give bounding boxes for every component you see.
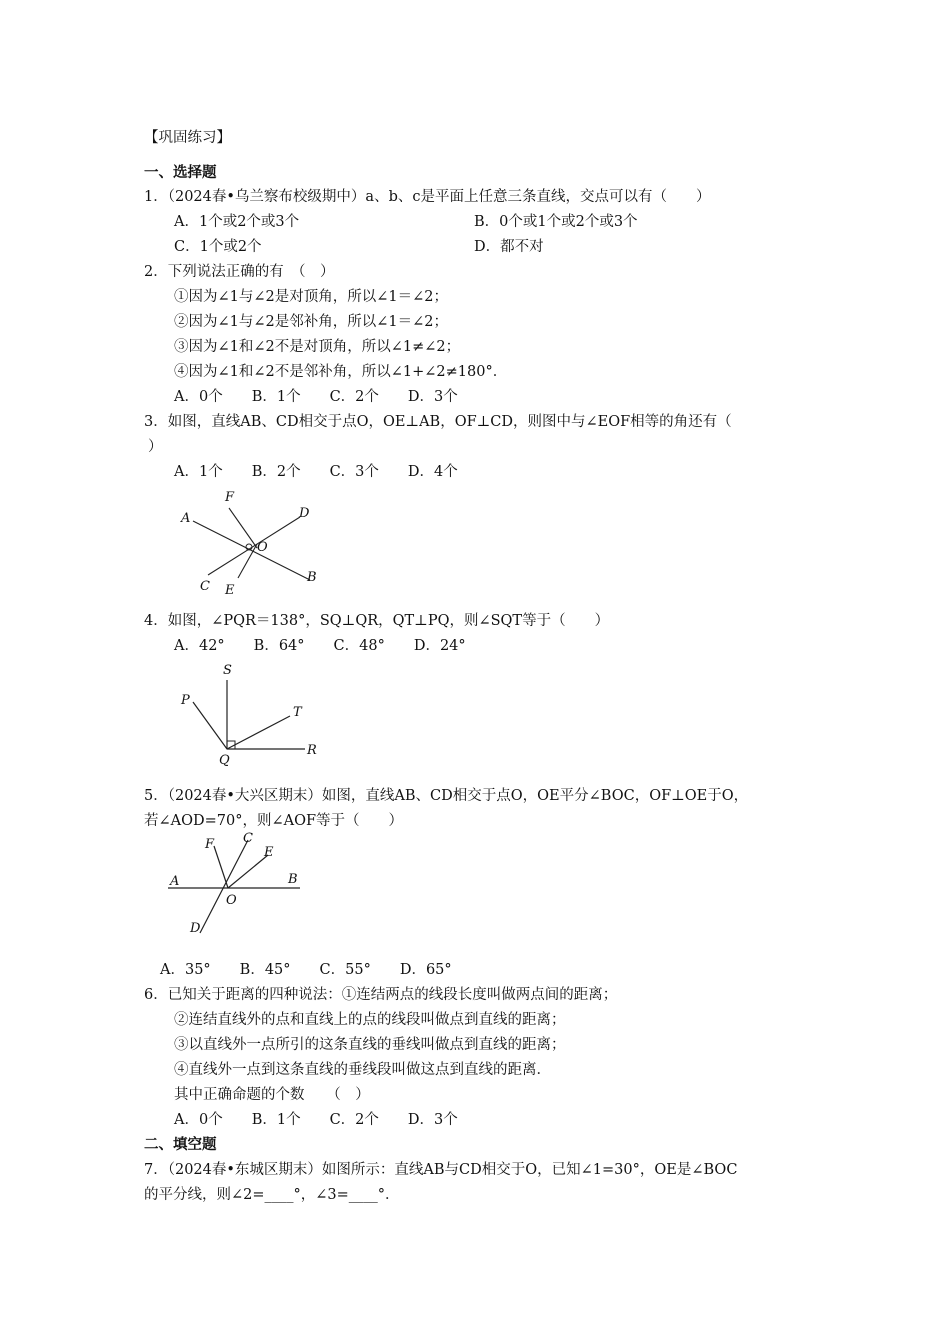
q4-options: A．42° B．64° C．48° D．24° (174, 638, 466, 654)
q2-stem: 2．下列说法正确的有 （ ） (144, 264, 335, 280)
section-title-choice: 一、选择题 (144, 165, 217, 181)
q5-stem-line1: 5．（2024春•大兴区期末）如图，直线AB、CD相交于点O，OE平分∠BOC，OF⊥OE于O， (144, 788, 749, 804)
q4-label-q: Q (219, 753, 230, 768)
q7-stem-line1: 7．（2024春•东城区期末）如图所示：直线AB与CD相交于O，已知∠1=30°，OE是∠BOC (144, 1162, 738, 1178)
q5-label-d: D (190, 921, 201, 936)
q3-options: A．1个 B．2个 C．3个 D．4个 (174, 464, 458, 480)
q7-stem-line2: 的平分线，则∠2=____°，∠3=____°． (144, 1187, 400, 1203)
q6-statement-3: ③以直线外一点所引的这条直线的垂线叫做点到直线的距离； (174, 1037, 566, 1053)
q5-label-a: A (170, 874, 180, 889)
q3-label-f: F (225, 490, 235, 505)
q2-statement-2: ②因为∠1与∠2是邻补角，所以∠1＝∠2； (174, 314, 448, 330)
q3-figure (175, 488, 320, 598)
q1-option-d: D．都不对 (474, 239, 544, 255)
q3-stem-line1: 3．如图，直线AB、CD相交于点O，OE⊥AB，OF⊥CD，则图中与∠EOF相等的角还有（ (144, 414, 732, 430)
q4-stem: 4．如图，∠PQR＝138°，SQ⊥QR，QT⊥PQ，则∠SQT等于（ ） (144, 613, 610, 629)
q5-stem-line2: 若∠AOD=70°，则∠AOF等于（ ） (144, 813, 404, 829)
q1-stem: 1．（2024春•乌兰察布校级期中）a、b、c是平面上任意三条直线，交点可以有（ ） (144, 189, 711, 205)
q3-label-d: D (299, 506, 310, 521)
q2-statement-3: ③因为∠1和∠2不是对顶角，所以∠1≠∠2； (174, 339, 461, 355)
q5-label-c: C (243, 831, 253, 846)
q2-statement-4: ④因为∠1和∠2不是邻补角，所以∠1+∠2≠180°． (174, 364, 508, 380)
q2-options: A．0个 B．1个 C．2个 D．3个 (174, 389, 458, 405)
q4-label-r: R (307, 743, 317, 758)
q3-label-e: E (225, 583, 235, 598)
q2-statement-1: ①因为∠1与∠2是对顶角，所以∠1＝∠2； (174, 289, 448, 305)
q6-options: A．0个 B．1个 C．2个 D．3个 (174, 1112, 458, 1128)
q1-option-a: A．1个或2个或3个 (174, 214, 300, 230)
q5-options: A．35° B．45° C．55° D．65° (160, 962, 452, 978)
q6-question: 其中正确命题的个数 （ ） (174, 1087, 370, 1103)
q4-label-s: S (223, 663, 232, 678)
q6-statement-4: ④直线外一点到这条直线的垂线段叫做这点到直线的距离． (174, 1062, 551, 1078)
page-heading: 【巩固练习】 (144, 130, 231, 146)
q1-option-b: B．0个或1个或2个或3个 (474, 214, 638, 230)
q5-label-f: F (205, 837, 215, 852)
q3-label-a: A (181, 511, 191, 526)
q5-label-b: B (288, 872, 298, 887)
q5-label-o: O (226, 893, 237, 908)
q6-stem: 6．已知关于距离的四种说法：①连结两点的线段长度叫做两点间的距离； (144, 987, 618, 1003)
q6-statement-2: ②连结直线外的点和直线上的点的线段叫做点到直线的距离； (174, 1012, 566, 1028)
q4-label-t: T (293, 705, 302, 720)
q5-figure (160, 828, 320, 940)
q3-label-b: B (307, 570, 317, 585)
q3-stem-line2: ） (148, 439, 163, 455)
q5-label-e: E (264, 845, 274, 860)
q4-label-p: P (181, 693, 190, 708)
q3-label-o: O (257, 540, 268, 555)
q3-label-c: C (200, 579, 210, 594)
q1-option-c: C．1个或2个 (174, 239, 262, 255)
q4-figure (175, 662, 320, 770)
section-title-fill: 二、填空题 (144, 1137, 217, 1153)
